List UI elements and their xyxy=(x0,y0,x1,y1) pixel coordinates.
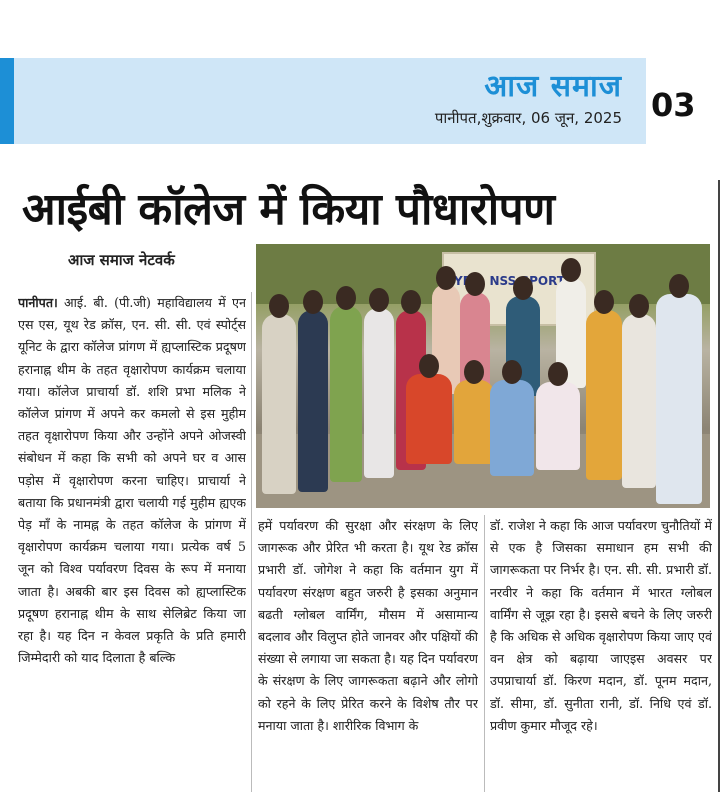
photo-person-head xyxy=(401,290,421,314)
photo-person-head xyxy=(336,286,356,310)
paper-name: आज समाज xyxy=(484,69,622,104)
column-divider xyxy=(251,292,252,792)
article-byline: आज समाज नेटवर्क xyxy=(68,251,175,269)
photo-person xyxy=(622,314,656,488)
page-right-rule xyxy=(718,180,720,792)
photo-person-head xyxy=(561,258,581,282)
masthead-accent-bar xyxy=(0,58,14,144)
dateline: पानीपत,शुक्रवार, 06 जून, 2025 xyxy=(434,109,622,127)
page-number: 03 xyxy=(651,86,696,124)
photo-person-head xyxy=(513,276,533,300)
photo-person xyxy=(536,382,580,470)
photo-person-head xyxy=(269,294,289,318)
photo-person xyxy=(656,294,702,504)
article-column-1-text: आई. बी. (पी.जी) महाविद्यालय में एन एस एस, यूथ रेड क्रॉस, एन. सी. सी. एवं स्पोर्ट्स यूनिट के द्वारा कॉलेज प्रांगण में ह्यप्लास्टिक प्रदूषण हरानाह्न थीम के तहत वृक्षारोपण कार्यक्रम चलाया गया। कॉलेज प्राचार्या डॉ. शशि प्रभा मलिक ने कॉलेज प्रांगण में अपने कर कमलो से इस मुहीम तहत वृक्षारोपण किया और उन्होंने अपने ओजस्वी संबोधन में कहा कि सभी को अपने घर व आस पड़ोस में वृक्षारोपण करना चाहिए। प्राचार्या ने बताया कि प्रधानमंत्री द्वारा चलायी गई मुहीम ह्यएक पेड़ माँ के नामह्न के तहत कॉलेज के प्रांगण में वृक्षारोपण कार्यक्रम चलाया गया। प्रत्येक वर्ष 5 जून को विश्व पर्यावरण दिवस के रूप में मनाया जाता है। अबकी बार इस दिवस को ह्यप्लास्टिक प्रदूषण हरानाह्न थीम के साथ सेलिब्रेट किया जा रहा है। यह दिन न केवल प्रकृति के प्रति हमारी जिम्मेदारी को याद दिलाता है बल्कि xyxy=(18,295,246,666)
article-column-1 xyxy=(18,292,246,792)
photo-person xyxy=(454,380,494,464)
photo-person-head xyxy=(419,354,439,378)
photo-person-head xyxy=(548,362,568,386)
photo-person-head xyxy=(436,266,456,290)
photo-person-head xyxy=(369,288,389,312)
photo-person xyxy=(262,314,296,494)
article-column-3 xyxy=(490,515,712,792)
photo-person xyxy=(298,310,328,492)
photo-person xyxy=(406,374,452,464)
photo-person xyxy=(364,308,394,478)
photo-person-head xyxy=(303,290,323,314)
photo-banner-text: NSS SPORTS xyxy=(489,274,574,288)
article-column-2-text: हमें पर्यावरण की सुरक्षा और संरक्षण के लिए जागरूक और प्रेरित भी करता है। यूथ रेड क्रॉस प्रभारी डॉ. जोगेश ने कहा कि वर्तमान युग में पर्यावरण संरक्षण बहुत जरुरी है इसका अनुमान बढती ग्लोबल वार्मिंग, मौसम में असामान्य बदलाव और विलुप्त होते जानवर और पक्षियों की संख्या से लगाया जा सकता है। यह दिन पर्यावरण के संरक्षण के लिए जागरूकता बढ़ाने और लोगो को रहने के लिए प्रेरित करने के विशेष तौर पर मनाया जाता है। शारीरिक विभाग के xyxy=(258,518,478,733)
photo-person xyxy=(586,310,622,480)
photo-person-head xyxy=(464,360,484,384)
column-divider xyxy=(484,515,485,792)
photo-person-head xyxy=(465,272,485,296)
article-column-2 xyxy=(258,515,478,792)
article-lead-city: पानीपत। xyxy=(18,295,58,310)
group-photo xyxy=(256,244,710,508)
photo-person-head xyxy=(669,274,689,298)
article-headline: आईबी कॉलेज में किया पौधारोपण xyxy=(22,184,555,235)
photo-person xyxy=(330,306,362,482)
photo-person xyxy=(490,380,534,476)
photo-person-head xyxy=(629,294,649,318)
photo-person-head xyxy=(502,360,522,384)
photo-person-head xyxy=(594,290,614,314)
article-column-3-text: डॉ. राजेश ने कहा कि आज पर्यावरण चुनौतियों में से एक है जिसका समाधान हम सभी की जागरूकता पर निर्भर है। एन. सी. सी. प्रभारी डॉ. नरवीर ने कहा कि वर्तमान में भारत ग्लोबल वार्मिंग से जूझ रहा है। इससे बचने के लिए जरुरी है कि अधिक से अधिक वृक्षारोपण किया जाए एवं वन क्षेत्र को बढ़ाया जाएइस अवसर पर उपप्राचार्या डॉ. किरण मदान, डॉ. पूनम मदान, डॉ. सीमा, डॉ. सुनीता रानी, डॉ. निधि एवं डॉ. प्रवीण कुमार मौजूद रहे। xyxy=(490,518,712,733)
